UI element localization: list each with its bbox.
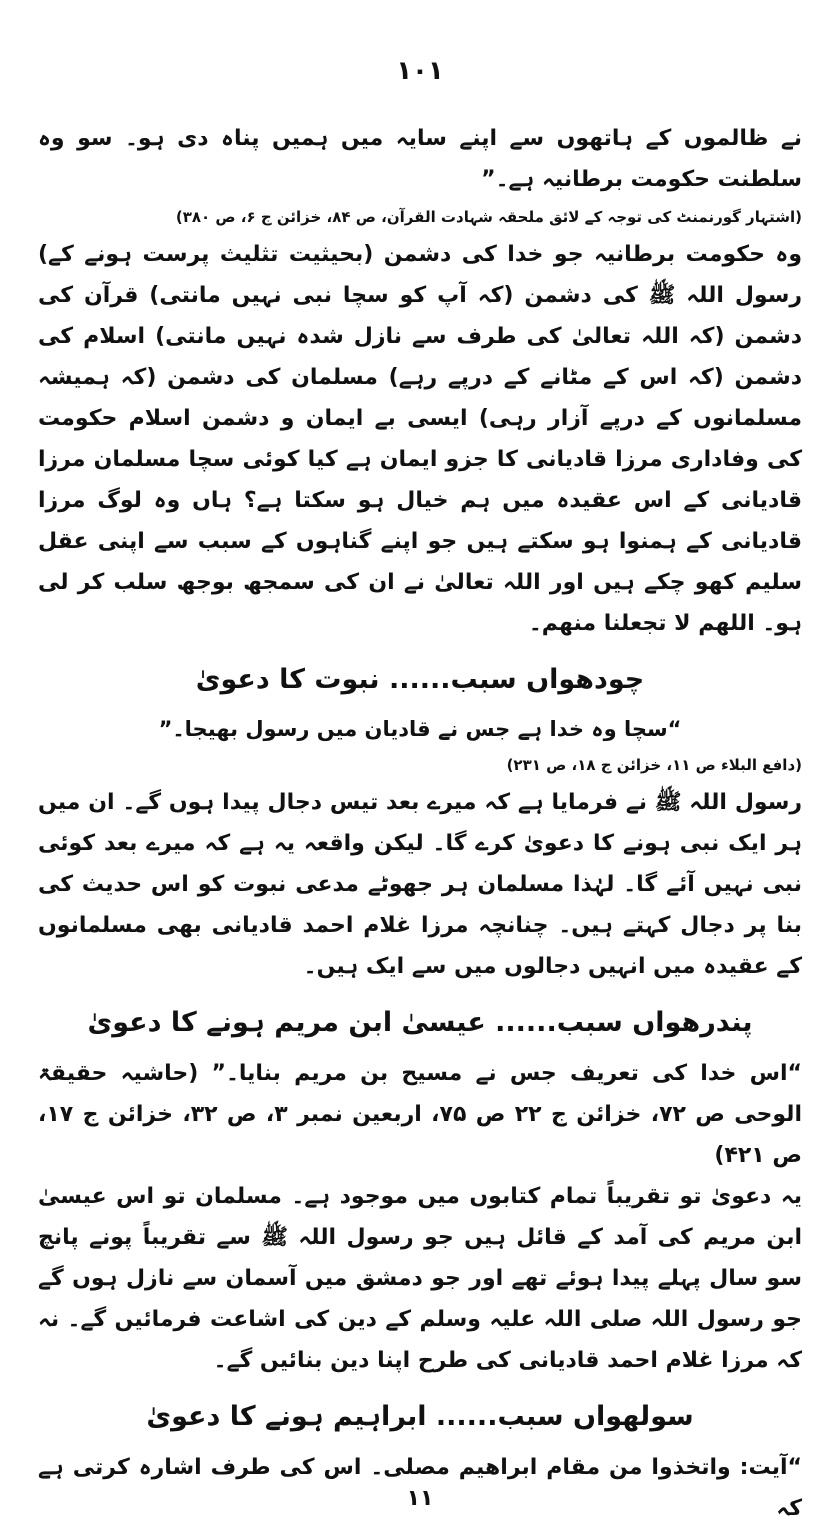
paragraph: نے ظالموں کے ہاتھوں سے اپنے سایہ میں ہمیں پناہ دی ہو۔ سو وہ سلطنت حکومت برطانیہ ہے۔” <box>38 126 802 192</box>
section-heading: چودھواں سبب...... نبوت کا دعویٰ <box>195 664 645 695</box>
page-number-bottom: ١١ <box>406 1486 434 1511</box>
section-heading: سولھواں سبب...... ابراہیم ہونے کا دعویٰ <box>146 1401 694 1432</box>
paragraph: “آیت: واتخذوا من مقام ابراھیم مصلی۔ اس کی طرف اشارہ کرتی ہے کہ <box>38 1455 802 1521</box>
paragraph: رسول اللہ ﷺ نے فرمایا ہے کہ میرے بعد تیس دجال پیدا ہوں گے۔ ان میں ہر ایک نبی ہونے کا دعویٰ کرے گا۔ لیکن واقعہ یہ ہے کہ میرے بعد کوئی نبی نہیں آئے گا۔ لہٰذا مسلمان ہر جھوٹے مدعی نبوت کو اس حدیث کی بنا پر دجال کہتے ہیں۔ چنانچہ مرزا غلام احمد قادیانی بھی مسلمانوں کے عقیدہ میں انہیں دجالوں میں سے ایک ہیں۔ <box>38 790 802 979</box>
paragraph: وہ حکومت برطانیہ جو خدا کی دشمن (بحیثیت تثلیث پرست ہونے کے) رسول اللہ ﷺ کی دشمن (کہ آپ کو سچا نبی نہیں مانتی) قرآن کی دشمن (کہ اللہ تعالیٰ کی طرف سے نازل شدہ نہیں مانتی) اسلام کی دشمن (کہ اس کے مٹانے کے درپے رہے) مسلمان کی دشمن (کہ ہمیشہ مسلمانوں کے درپے آزار رہی) ایسی بے ایمان و دشمن اسلام حکومت کی وفاداری مرزا قادیانی کا جزو ایمان ہے کیا کوئی سچا مسلمان مرزا قادیانی کے اس عقیدہ میں ہم خیال ہو سکتا ہے؟ ہاں وہ لوگ مرزا قادیانی کے ہمنوا ہو سکتے ہیں جو اپنے گناہوں کے سبب سے اپنی عقل سلیم کھو چکے ہیں اور اللہ تعالیٰ نے ان کی سمجھ بوجھ سلب کر لی ہو۔ اللھم لا تجعلنا منھم۔ <box>38 242 802 636</box>
paragraph: یہ دعویٰ تو تقریباً تمام کتابوں میں موجود ہے۔ مسلمان تو اس عیسیٰ ابن مریم کی آمد کے قائل ہیں جو رسول اللہ ﷺ سے تقریباً پونے پانچ سو سال پہلے پیدا ہوئے تھے اور جو دمشق میں آسمان سے نازل ہوں گے جو رسول اللہ صلی اللہ علیہ وسلم کے دین کی اشاعت فرمائیں گے۔ نہ کہ مرزا غلام احمد قادیانی کی طرح اپنا دین بنائیں گے۔ <box>38 1184 802 1373</box>
page-body <box>38 118 802 1529</box>
section-heading: پندرھواں سبب...... عیسیٰ ابن مریم ہونے کا دعویٰ <box>87 1007 753 1038</box>
citation: (دافع البلاء ص ۱۱، خزائن ج ۱۸، ص ۲۳۱) <box>506 756 802 774</box>
page-number-top: ١٠١ <box>396 56 444 86</box>
citation: (اشتہار گورنمنٹ کی توجہ کے لائق ملحقہ شہادت القرآن، ص ۸۴، خزائن ج ۶، ص ۳۸۰) <box>175 208 802 226</box>
paragraph: “اس خدا کی تعریف جس نے مسیح بن مریم بنایا۔” (حاشیہ حقیقۃ الوحی ص ۷۲، خزائن ج ۲۲ ص ۷۵، اربعین نمبر ۳، ص ۳۲، خزائن ج ۱۷، ص ۴۲۱) <box>38 1061 802 1168</box>
quotation: “سچا وہ خدا ہے جس نے قادیان میں رسول بھیجا۔” <box>158 717 682 741</box>
